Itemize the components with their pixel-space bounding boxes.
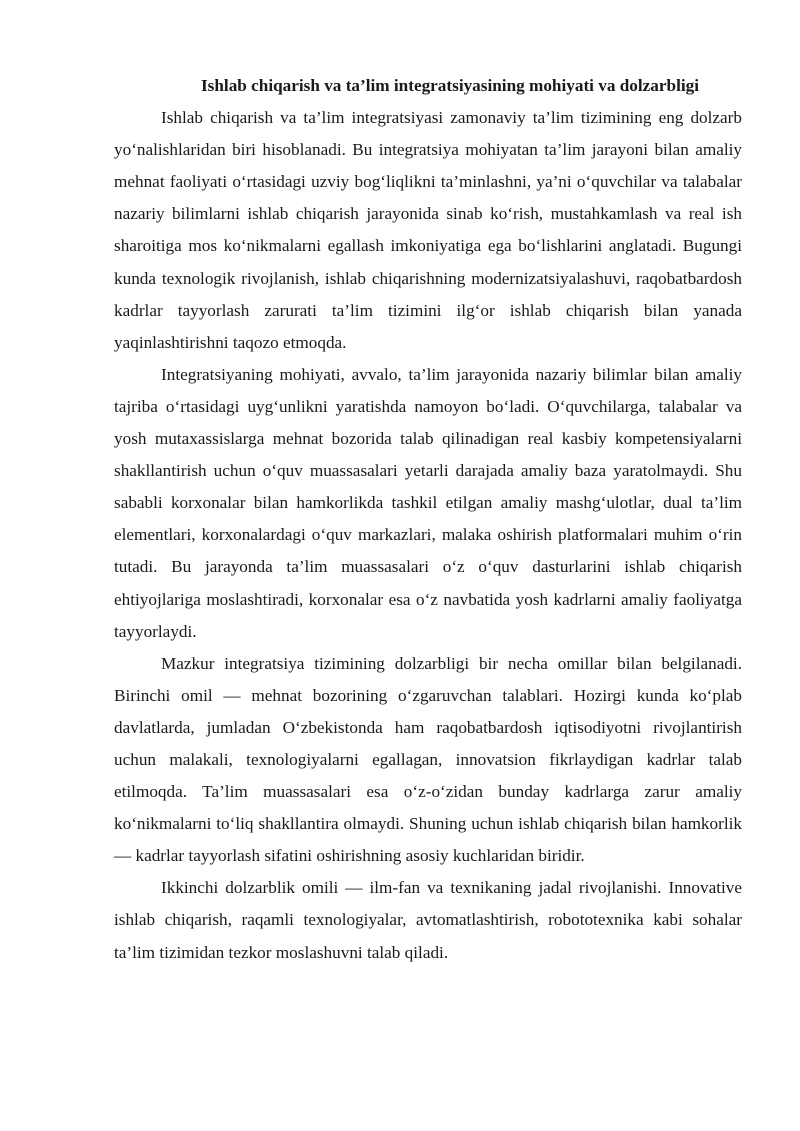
document-page bbox=[114, 70, 742, 969]
paragraph-3: Mazkur integratsiya tizimining dolzarbligi bir necha omillar bilan belgilanadi. Birinchi omil — mehnat bozorining o‘zgaruvchan talablari. Hozirgi kunda ko‘plab davlatlarda, jumladan O‘zbekistonda ham raqobatbardosh iqtisodiyotni rivojlantirish uchun malakali, texnologiyalarni egallagan, innovatsion fikrlaydigan kadrlar talab etilmoqda. Ta’lim muassasalari esa o‘z-o‘zidan bunday kadrlarga zarur amaliy ko‘nikmalarni to‘liq shakllantira olmaydi. Shuning uchun ishlab chiqarish bilan hamkorlik — kadrlar tayyorlash sifatini oshirishning asosiy kuchlaridan biridir. bbox=[114, 653, 742, 866]
paragraph-1: Ishlab chiqarish va ta’lim integratsiyasi zamonaviy ta’lim tizimining eng dolzarb yo‘nalishlaridan biri hisoblanadi. Bu integratsiya mohiyatan ta’lim jarayoni bilan amaliy mehnat faoliyati o‘rtasidagi uzviy bog‘liqlikni ta’minlashni, ya’ni o‘quvchilar va talabalar nazariy bilimlarni ishlab chiqarish jarayonida sinab ko‘rish, mustahkamlash va real ish sharoitiga mos ko‘nikmalarni egallash imkoniyatiga ega bo‘lishlarini anglatadi. Bugungi kunda texnologik rivojlanish, ishlab chiqarishning modernizatsiyalashuvi, raqobatbardosh kadrlar tayyorlash zarurati ta’lim tizimini ilg‘or ishlab chiqarish bilan yanada yaqinlashtirishni taqozo etmoqda. bbox=[114, 108, 742, 352]
document-title: Ishlab chiqarish va ta’lim integratsiyasining mohiyati va dolzarbligi bbox=[200, 76, 699, 95]
paragraph-2: Integratsiyaning mohiyati, avvalo, ta’lim jarayonida nazariy bilimlar bilan amaliy tajriba o‘rtasidagi uyg‘unlikni yaratishda namoyon bo‘ladi. O‘quvchilarga, talabalar va yosh mutaxassislarga mehnat bozorida talab qilinadigan real kasbiy kompetensiyalarni shakllantirish uchun o‘quv muassasalari yetarli darajada amaliy baza yaratolmaydi. Shu sababli korxonalar bilan hamkorlikda tashkil etilgan amaliy mashg‘ulotlar, dual ta’lim elementlari, korxonalardagi o‘quv markazlari, malaka oshirish platformalari muhim o‘rin tutadi. Bu jarayonda ta’lim muassasalari o‘z o‘quv dasturlarini ishlab chiqarish ehtiyojlariga moslashtiradi, korxonalar esa o‘z navbatida yosh kadrlarni amaliy faoliyatga tayyorlaydi. bbox=[114, 364, 742, 641]
paragraph-4: Ikkinchi dolzarblik omili — ilm-fan va texnikaning jadal rivojlanishi. Innovative ishlab chiqarish, raqamli texnologiyalar, avtomatlashtirish, robototexnika kabi sohalar ta’lim tizimidan tezkor moslashuvni talab qiladi. bbox=[114, 878, 742, 962]
